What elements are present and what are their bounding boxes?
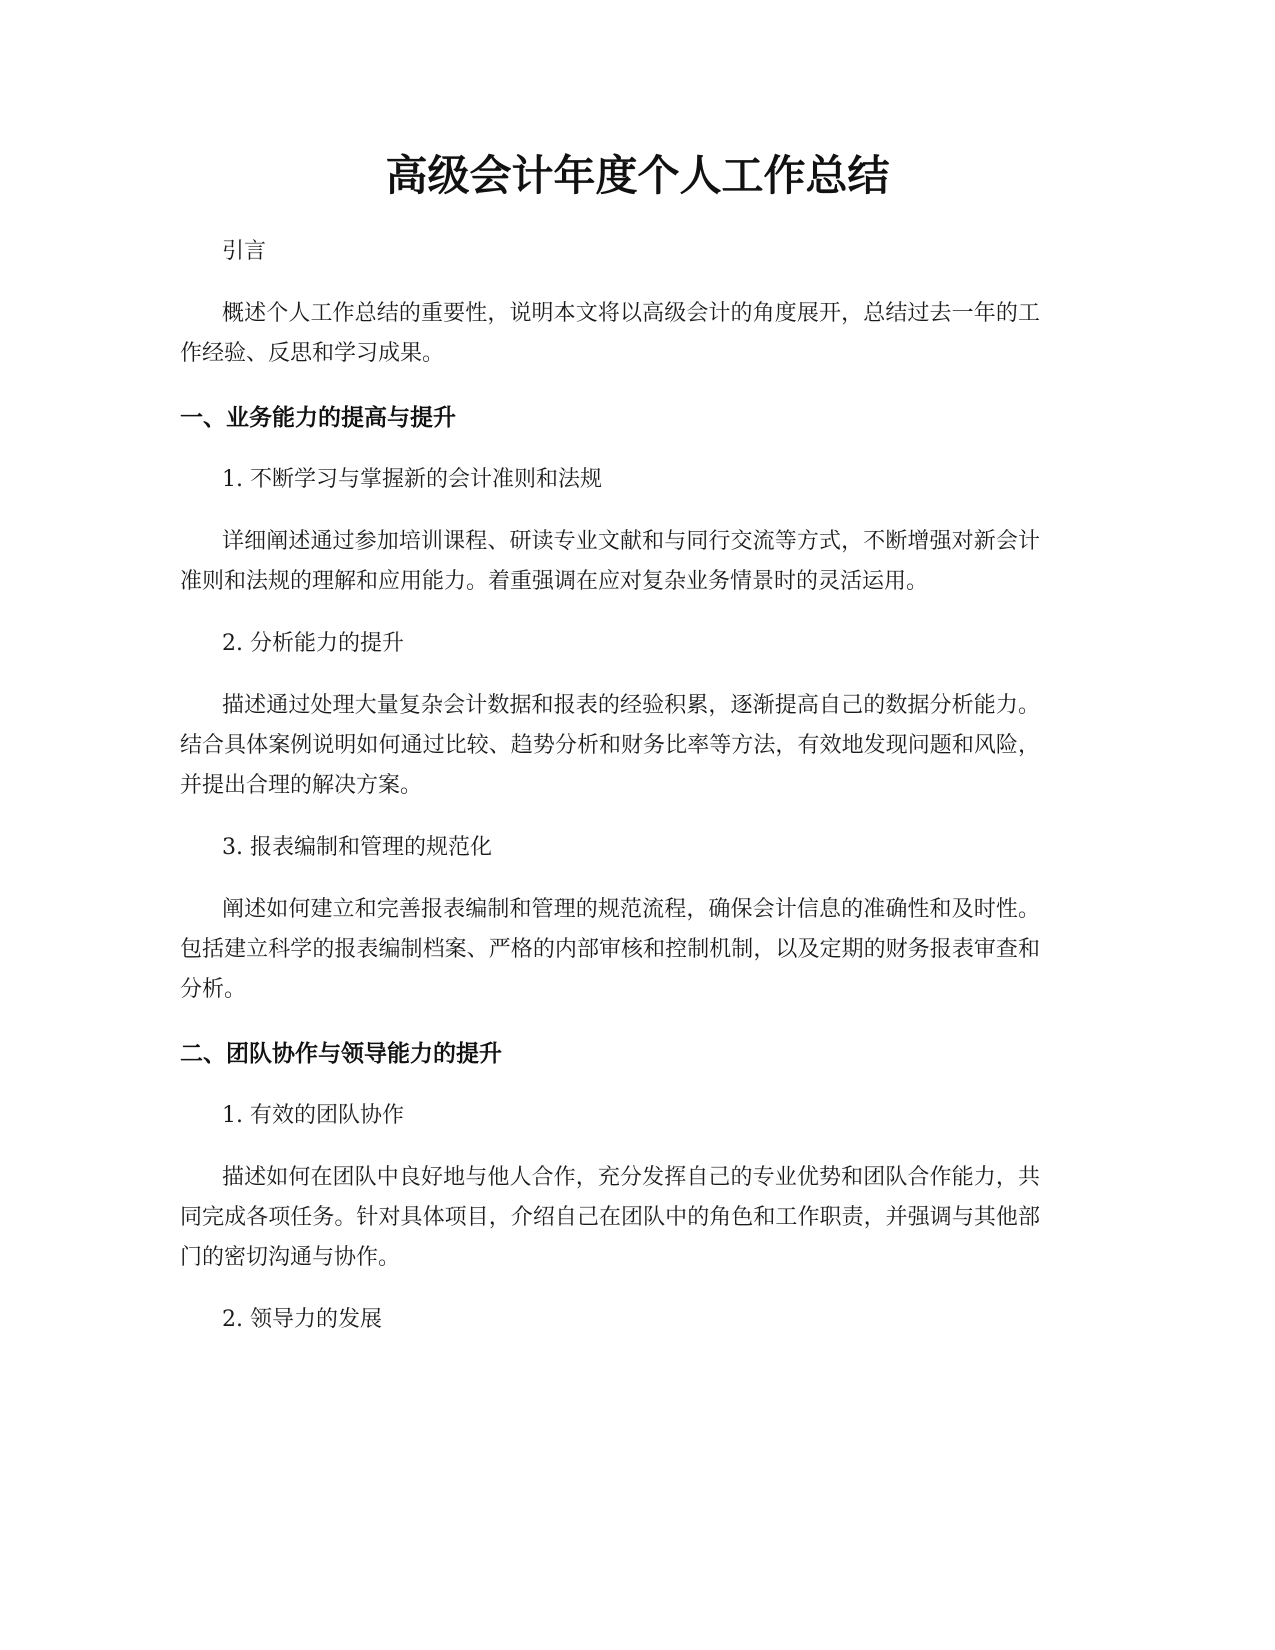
subsection-heading: 2. 分析能力的提升 — [222, 631, 404, 656]
body-paragraph: 描述如何在团队中良好地与他人合作，充分发挥自己的专业优势和团队合作能力，共同完成各项任务。针对具体项目，介绍自己在团队中的角色和工作职责，并强调与其他部门的密切沟通与协作。 — [180, 1165, 1040, 1270]
section-heading: 二、团队协作与领导能力的提升 — [180, 1041, 502, 1067]
document-title: 高级会计年度个人工作总结 — [385, 151, 890, 200]
subsection-heading: 1. 有效的团队协作 — [222, 1103, 404, 1128]
body-paragraph: 详细阐述通过参加培训课程、研读专业文献和与同行交流等方式，不断增强对新会计准则和法规的理解和应用能力。着重强调在应对复杂业务情景时的灵活运用。 — [180, 529, 1040, 594]
intro-heading: 引言 — [222, 239, 267, 264]
section-heading: 一、业务能力的提高与提升 — [180, 405, 456, 431]
body-paragraph: 描述通过处理大量复杂会计数据和报表的经验积累，逐渐提高自己的数据分析能力。结合具体案例说明如何通过比较、趋势分析和财务比率等方法，有效地发现问题和风险，并提出合理的解决方案。 — [180, 693, 1040, 798]
body-paragraph: 阐述如何建立和完善报表编制和管理的规范流程，确保会计信息的准确性和及时性。包括建立科学的报表编制档案、严格的内部审核和控制机制，以及定期的财务报表审查和分析。 — [180, 897, 1040, 1002]
subsection-heading: 1. 不断学习与掌握新的会计准则和法规 — [222, 467, 602, 492]
subsection-heading: 3. 报表编制和管理的规范化 — [222, 835, 492, 860]
document-body — [180, 232, 1040, 1340]
subsection-heading: 2. 领导力的发展 — [222, 1307, 382, 1332]
intro-paragraph: 概述个人工作总结的重要性，说明本文将以高级会计的角度展开，总结过去一年的工作经验、反思和学习成果。 — [180, 301, 1040, 366]
